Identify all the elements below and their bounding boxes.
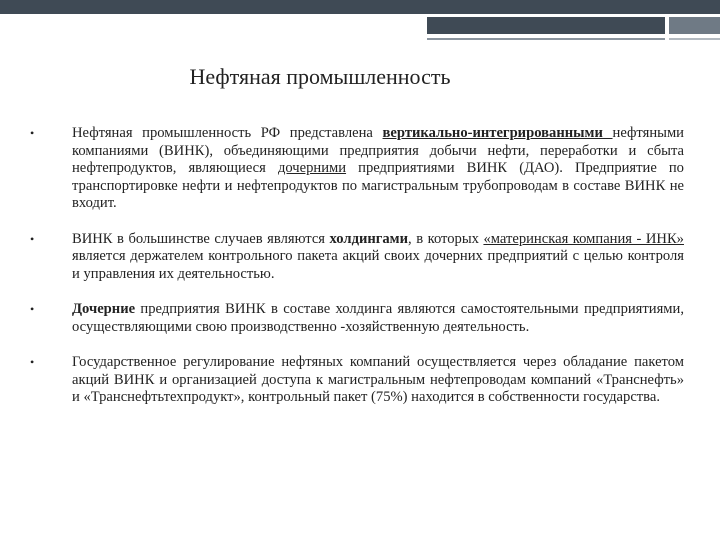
item-text	[72, 125, 684, 211]
slide-content	[24, 125, 684, 420]
bold-term: Дочерние	[72, 301, 136, 317]
bold-underline-term: вертикально-интегрированными	[382, 125, 613, 141]
bullet-glyph: •	[30, 355, 35, 369]
slide-title: Нефтяная промышленность	[189, 64, 451, 89]
bullet-item-1	[24, 125, 684, 213]
text-run: нефтяными компаниями (ВИНК), объединяющими предприятия добычи нефти, переработки и сбыта нефтепродуктов, являющиеся	[72, 125, 684, 176]
text-run: ВИНК в большинстве случаев являются	[72, 230, 330, 247]
item-text	[72, 301, 684, 335]
bullet-item-2	[24, 231, 684, 284]
text-run: Нефтяная промышленность РФ представлена	[72, 125, 383, 141]
bold-term: холдингами	[329, 230, 409, 247]
underlined-term: дочерними	[277, 160, 347, 176]
text-run: является держателем контрольного пакета акций своих дочерних предприятий с целью контроля и управления их деятельностью.	[72, 248, 684, 282]
header-corner-line	[669, 38, 720, 40]
bullet-glyph: •	[30, 302, 35, 316]
item-text	[72, 231, 684, 282]
bullet-item-3	[24, 301, 684, 336]
header-bar	[0, 0, 720, 14]
bullet-glyph: •	[30, 231, 35, 246]
header-corner-tile	[669, 17, 720, 34]
underlined-term: «материнская компания - ИНК»	[483, 230, 684, 247]
header-accent-block	[427, 17, 665, 34]
text-run: предприятиями ВИНК (ДАО). Предприятие по транспортировке нефти и нефтепродуктов по магистральным трубопроводам в составе ВИНК не входит.	[72, 160, 684, 211]
bullet-item-4	[24, 354, 684, 407]
bullet-glyph: •	[30, 126, 35, 140]
text-run: предприятия ВИНК в составе холдинга являются самостоятельными предприятиями, осуществляющими свою производственно -хозяйственную деятельность.	[72, 301, 684, 335]
item-text: Государственное регулирование нефтяных компаний осуществляется через обладание пакетом акций ВИНК и организацией доступа к магистральным нефтепроводам компаний «Транснефть» и «Транснефтьтехпродукт», контрольный пакет (75%) находится в собственности государства.	[72, 354, 684, 405]
text-run: , в которых	[408, 230, 484, 247]
header-accent-line	[427, 38, 665, 40]
